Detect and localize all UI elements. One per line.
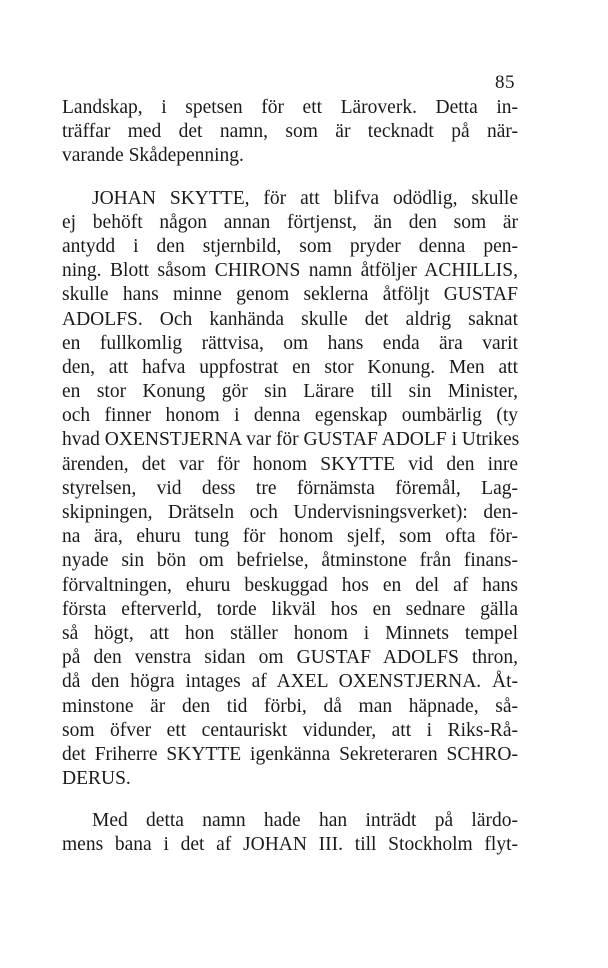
text-line: ärenden, det var för honom SKYTTE vid den inre xyxy=(62,453,518,475)
body-text xyxy=(62,96,518,858)
paragraph xyxy=(62,187,518,792)
text-line: hvad OXENSTJERNA var för GUSTAF ADOLF i Utrikes xyxy=(62,429,520,451)
paragraph xyxy=(62,809,518,857)
text-line: på den venstra sidan om GUSTAF ADOLFS thron, xyxy=(62,647,518,669)
text-line: träffar med det namn, som är tecknadt på när- xyxy=(62,121,518,143)
text-line: första efterverld, torde likväl hos en sednare gälla xyxy=(62,598,518,620)
text-line: ADOLFS. Och kanhända skulle det aldrig saknat xyxy=(62,308,518,330)
paragraph-gap xyxy=(62,169,518,187)
text-line: ning. Blott såsom CHIRONS namn åtföljer ACHILLIS, xyxy=(62,260,518,282)
text-line: förvaltningen, ehuru beskuggad hos en del af hans xyxy=(62,574,518,596)
text-line: det Friherre SKYTTE igenkänna Sekreteraren SCHRO- xyxy=(62,743,518,765)
text-line: styrelsen, vid dess tre förnämsta föremål, Lag- xyxy=(62,477,518,499)
text-line: ej behöft någon annan förtjenst, än den som är xyxy=(62,211,518,233)
text-line: varande Skådepenning. xyxy=(62,145,244,167)
text-line: då den högra intages af AXEL OXENSTJERNA. Åt- xyxy=(62,671,518,693)
text-line: skulle hans minne genom seklerna åtföljt GUSTAF xyxy=(62,284,518,306)
text-line: mens bana i det af JOHAN III. till Stockholm flyt- xyxy=(62,834,518,856)
text-line: antydd i den stjernbild, som pryder denna pen- xyxy=(62,235,518,257)
text-line: så högt, att hon ställer honom i Minnets tempel xyxy=(62,622,518,644)
text-line: en stor Konung gör sin Lärare till sin Minister, xyxy=(62,381,518,403)
text-line: na ära, ehuru tung för honom sjelf, som ofta för- xyxy=(62,526,518,548)
text-line: DERUS. xyxy=(62,768,131,790)
text-line: som öfver ett centauriskt vidunder, att i Riks-Rå- xyxy=(62,719,518,741)
text-line: Landskap, i spetsen för ett Läroverk. Detta in- xyxy=(62,97,518,118)
text-line: nyade sin bön om befrielse, åtminstone från finans- xyxy=(62,550,518,572)
text-line: minstone är den tid förbi, då man häpnade, så- xyxy=(62,695,518,717)
page-number: 85 xyxy=(495,72,515,93)
paragraph xyxy=(62,96,518,169)
text-line: den, att hafva uppfostrat en stor Konung. Men att xyxy=(62,356,518,378)
text-line: JOHAN SKYTTE, för att blifva odödlig, skulle xyxy=(92,187,518,209)
text-line: skipningen, Drätseln och Undervisningsverket): den- xyxy=(62,502,518,523)
paragraph-gap xyxy=(62,791,518,809)
text-line: och finner honom i denna egenskap oumbärlig (ty xyxy=(62,405,518,427)
text-line: Med detta namn hade han inträdt på lärdo- xyxy=(92,810,518,832)
text-line: en fullkomlig rättvisa, om hans enda ära varit xyxy=(62,332,518,354)
